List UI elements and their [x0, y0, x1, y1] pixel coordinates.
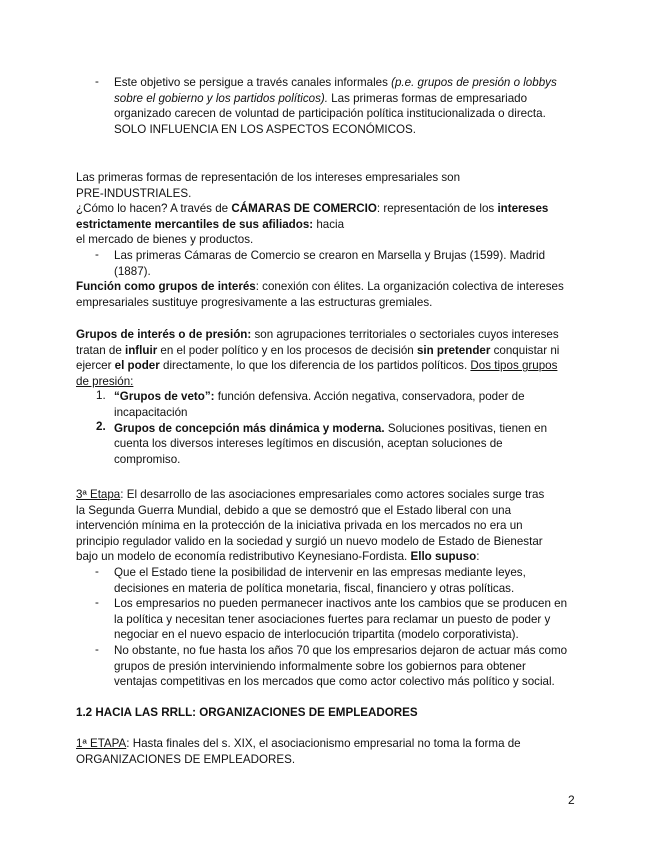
text-line: empresariales sustituye progresivamente a las estructuras gremiales.: [76, 295, 433, 309]
text-line: la Segunda Guerra Mundial, debido a que se demostró que el Estado liberal con una: [76, 503, 512, 517]
text-line: PRE-INDUSTRIALES.: [76, 186, 192, 200]
bullet-marker: -: [95, 596, 99, 609]
text-line: grupos de presión interviniendo informalmente sobre los gobiernos para obtener: [114, 659, 526, 673]
text-line: incapacitación: [114, 405, 188, 419]
text-line: negociar en el nuevo espacio de interlocución tripartita (modelo corporativista).: [114, 628, 519, 642]
text-line: 3ª Etapa: El desarrollo de las asociaciones empresariales como actores sociales surge tras: [76, 488, 545, 501]
text-line: compromiso.: [114, 452, 181, 466]
text-line: Este objetivo se persigue a través canales informales (p.e. grupos de presión o lobbys: [114, 76, 557, 89]
text-line: el mercado de bienes y productos.: [76, 233, 254, 247]
text-line: (1887).: [114, 264, 151, 278]
bullet-marker: -: [95, 75, 99, 88]
paragraph-3a-etapa: [76, 487, 586, 690]
page-number: 2: [568, 793, 575, 807]
text-line: SOLO INFLUENCIA EN LOS ASPECTOS ECONÓMICOS.: [114, 122, 416, 136]
numbered-item-veto: “Grupos de veto”: función defensiva. Acción negativa, conservadora, poder de: [114, 390, 525, 404]
bullet-item-camaras: Las primeras Cámaras de Comercio se crearon en Marsella y Brujas (1599). Madrid: [114, 248, 546, 262]
paragraph-pre-industrial: [76, 170, 586, 310]
bullet-marker: -: [95, 565, 99, 578]
bullet-item-no-obstante: No obstante, no fue hasta los años 70 que los empresarios dejaron de actuar más como: [114, 643, 568, 657]
bullet-marker: -: [95, 643, 99, 656]
text-line: la política y necesitan tener asociaciones fuertes para reclamar un puesto de poder y: [114, 612, 551, 626]
text-line: sobre el gobierno y los partidos políticos). Las primeras formas de empresariado: [114, 91, 528, 105]
text-line: organizado carecen de voluntad de participación política institucionalizada o directa.: [114, 107, 546, 121]
section-heading: 1.2 HACIA LAS RRLL: ORGANIZACIONES DE EMPLEADORES: [76, 706, 418, 719]
list-number: 1.: [96, 389, 106, 402]
paragraph-1a-etapa: [76, 736, 586, 767]
bullet-marker: -: [95, 248, 99, 261]
paragraph-grupos-de-interes: [76, 327, 586, 467]
bullet-item-estado: Que el Estado tiene la posibilidad de intervenir en las empresas mediante leyes,: [114, 565, 526, 579]
text-line: 1ª ETAPA: Hasta finales del s. XIX, el asociacionismo empresarial no toma la forma de: [76, 737, 521, 750]
text-line: ¿Cómo lo hacen? A través de CÁMARAS DE COMERCIO: representación de los intereses: [76, 202, 549, 216]
text-line: Las primeras formas de representación de los intereses empresariales son: [76, 171, 461, 184]
text-line: ejercer el poder directamente, lo que los diferencia de los partidos políticos. Dos tipos grupos: [76, 359, 558, 373]
text-line: tratan de influir en el poder político y en los procesos de decisión sin pretender conquistar ni: [76, 343, 560, 357]
list-number: 2.: [96, 420, 106, 433]
numbered-item-dinamica: Grupos de concepción más dinámica y moderna. Soluciones positivas, tienen en: [114, 421, 548, 435]
text-line: principio regulador valido en la sociedad y surgió un nuevo modelo de Estado de Bienestar: [76, 534, 543, 548]
text-line: ventajas competitivas en los mercados que como actor colectivo más político y social.: [114, 675, 555, 689]
text-line: de presión:: [76, 374, 134, 388]
text-line: estrictamente mercantiles de sus afiliados: hacia: [76, 217, 345, 231]
text-line: bajo un modelo de economía redistributivo Keynesiano-Fordista. Ello supuso:: [76, 550, 480, 564]
text-line: decisiones en materia de política monetaria, fiscal, financiero y otras políticas.: [114, 581, 515, 595]
bullet-paragraph-informal-channels: [76, 75, 586, 137]
text-line: ORGANIZACIONES DE EMPLEADORES.: [76, 752, 296, 766]
bullet-item-empresarios: Los empresarios no pueden permanecer inactivos ante los cambios que se producen en: [114, 597, 568, 611]
text-line: intervención mínima en la protección de la iniciativa privada en los mercados no era un: [76, 519, 523, 533]
text-line: Función como grupos de interés: conexión con élites. La organización colectiva de intereses: [76, 280, 564, 294]
text-line: cuenta los diversos intereses legítimos en discusión, aceptan soluciones de: [114, 437, 503, 451]
text-line: Grupos de interés o de presión: son agrupaciones territoriales o sectoriales cuyos intereses: [76, 328, 559, 341]
